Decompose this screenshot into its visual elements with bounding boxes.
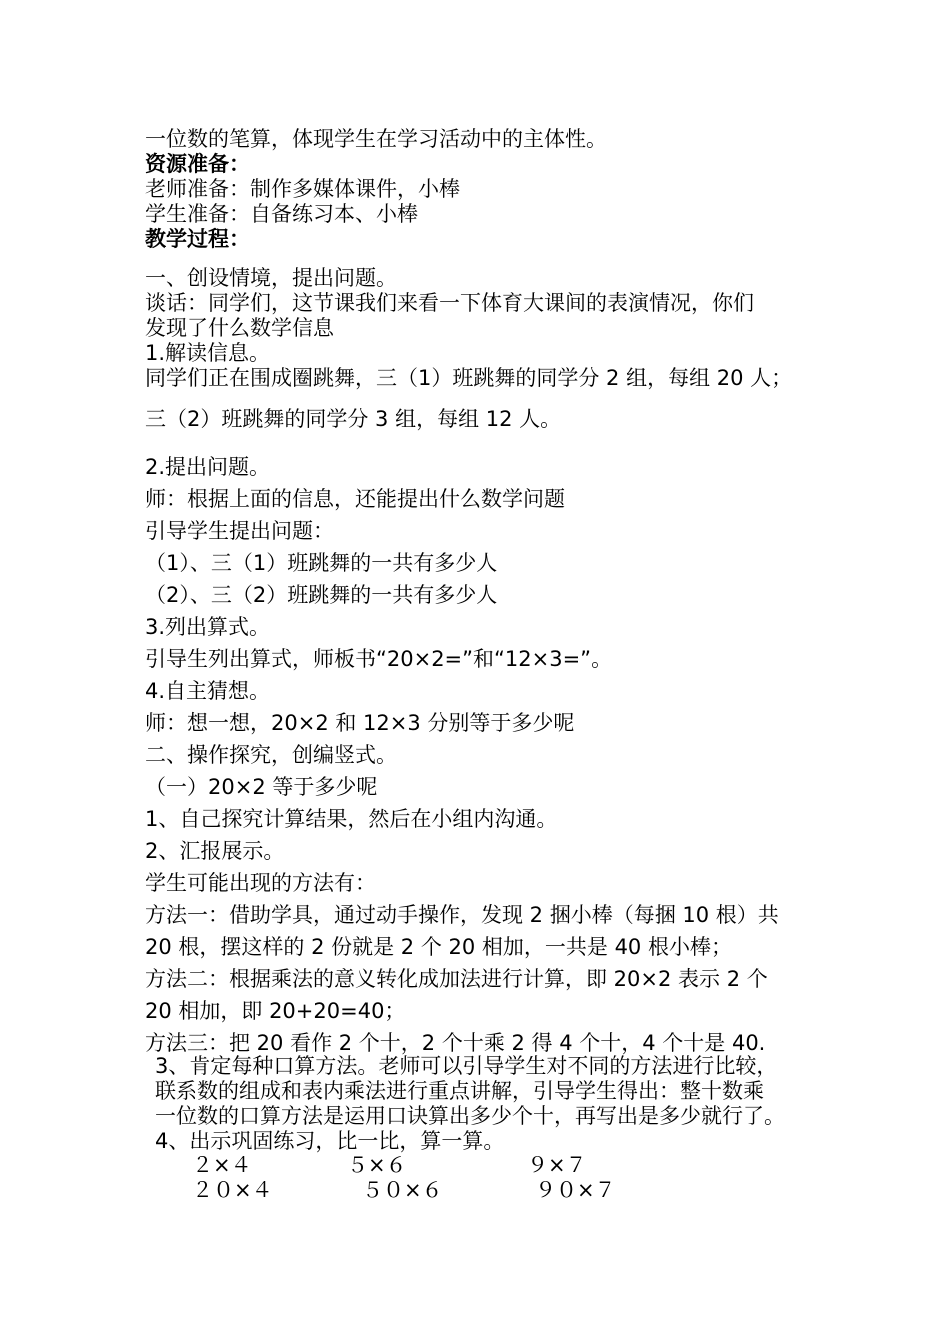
text-line: 引导生列出算式，师板书“20×2=”和“12×3=”。 bbox=[145, 647, 613, 671]
exercise-item: ２×４ bbox=[192, 1153, 252, 1177]
text-line: 学生可能出现的方法有： bbox=[145, 871, 376, 895]
section-heading-resources: 资源准备： bbox=[145, 152, 250, 176]
text-line: 方法一：借助学具，通过动手操作，发现 2 捆小棒（每捆 10 根）共 bbox=[145, 903, 779, 927]
section-heading-process: 教学过程： bbox=[145, 227, 250, 251]
text-line: 联系数的组成和表内乘法进行重点讲解，引导学生得出：整十数乘 bbox=[155, 1079, 764, 1103]
text-line: 三（2）班跳舞的同学分 3 组，每组 12 人。 bbox=[145, 407, 562, 431]
text-line: 老师准备：制作多媒体课件，小棒 bbox=[145, 177, 460, 201]
exercise-item: ５０×６ bbox=[362, 1178, 443, 1202]
exercise-item: ９０×７ bbox=[535, 1178, 616, 1202]
text-line: 4.自主猜想。 bbox=[145, 679, 271, 703]
text-line: （2）、三（2）班跳舞的一共有多少人 bbox=[145, 583, 498, 607]
exercise-item: ９×７ bbox=[527, 1153, 587, 1177]
text-line: 2、汇报展示。 bbox=[145, 839, 285, 863]
exercise-item: ２０×４ bbox=[192, 1178, 273, 1202]
text-line: 方法三：把 20 看作 2 个十，2 个十乘 2 得 4 个十，4 个十是 40. bbox=[145, 1031, 766, 1055]
text-line: 3、肯定每种口算方法。老师可以引导学生对不同的方法进行比较， bbox=[155, 1054, 778, 1078]
text-line: 师：想一想，20×2 和 12×3 分别等于多少呢 bbox=[145, 711, 575, 735]
text-line: 发现了什么数学信息 bbox=[145, 316, 334, 340]
text-line: 二、操作探究，创编竖式。 bbox=[145, 743, 397, 767]
text-line: 1、自己探究计算结果，然后在小组内沟通。 bbox=[145, 807, 558, 831]
text-line: （一）20×2 等于多少呢 bbox=[145, 775, 378, 799]
text-line: 引导学生提出问题： bbox=[145, 519, 334, 543]
text-line: 谈话：同学们，这节课我们来看一下体育大课间的表演情况，你们 bbox=[145, 291, 754, 315]
text-line: 一位数的口算方法是运用口诀算出多少个十，再写出是多少就行了。 bbox=[155, 1104, 785, 1128]
text-line: 学生准备：自备练习本、小棒 bbox=[145, 202, 418, 226]
text-line: 一位数的笔算，体现学生在学习活动中的主体性。 bbox=[145, 127, 607, 151]
text-line: 同学们正在围成圈跳舞，三（1）班跳舞的同学分 2 组，每组 20 人； bbox=[145, 366, 793, 390]
text-line: 一、创设情境，提出问题。 bbox=[145, 266, 397, 290]
text-line: （1）、三（1）班跳舞的一共有多少人 bbox=[145, 551, 498, 575]
text-line: 20 相加，即 20+20=40； bbox=[145, 999, 406, 1023]
text-line: 师：根据上面的信息，还能提出什么数学问题 bbox=[145, 487, 565, 511]
text-line: 方法二：根据乘法的意义转化成加法进行计算，即 20×2 表示 2 个 bbox=[145, 967, 768, 991]
exercise-item: ５×６ bbox=[347, 1153, 407, 1177]
text-line: 2.提出问题。 bbox=[145, 455, 271, 479]
text-line: 3.列出算式。 bbox=[145, 615, 271, 639]
text-line: 1.解读信息。 bbox=[145, 341, 271, 365]
text-line: 4、出示巩固练习，比一比，算一算。 bbox=[155, 1129, 505, 1153]
text-line: 20 根，摆这样的 2 份就是 2 个 20 相加，一共是 40 根小棒； bbox=[145, 935, 732, 959]
